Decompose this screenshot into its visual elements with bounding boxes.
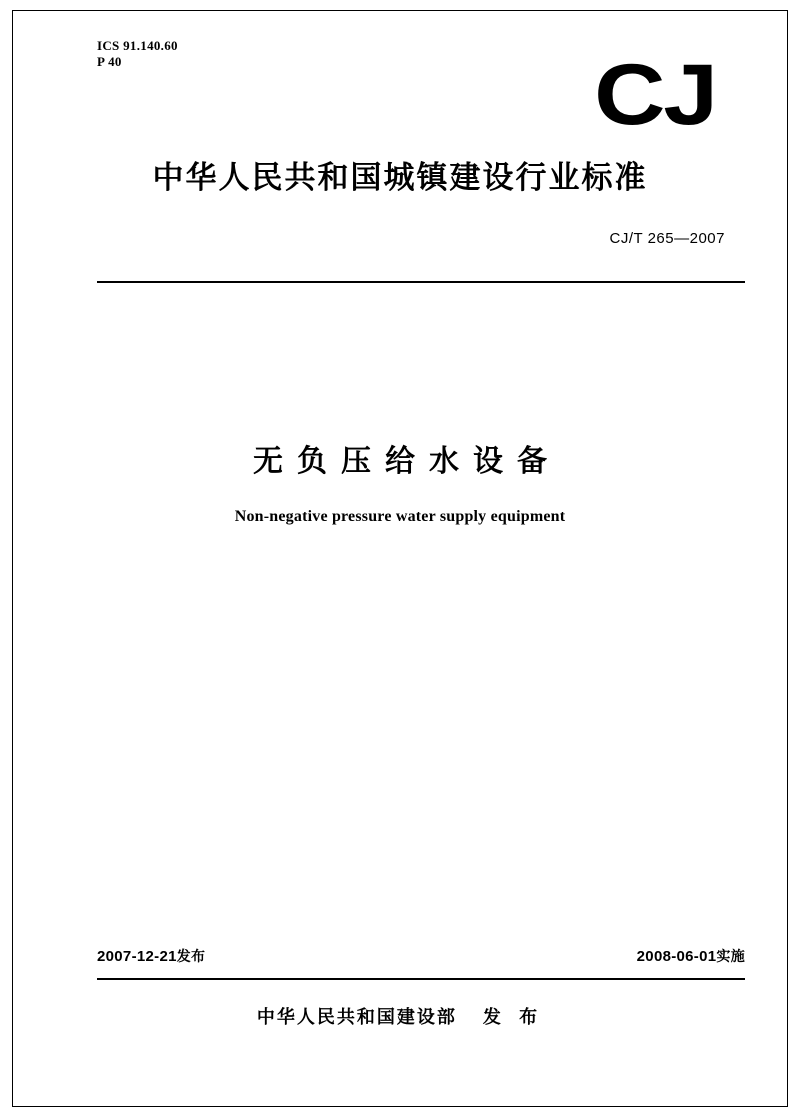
issue-date-group (97, 946, 205, 966)
effective-date-group (637, 946, 745, 966)
header-divider (97, 281, 745, 283)
standard-number: CJ/T 265—2007 (609, 230, 725, 247)
effective-date: 2008-06-01 (636, 948, 717, 965)
issue-date: 2007-12-21 (97, 948, 177, 965)
ics-code: ICS 91.140.60 (97, 38, 178, 53)
standard-org-title: 中华人民共和国城镇建设行业标准 (152, 160, 648, 196)
cj-logo: CJ (594, 47, 716, 143)
publisher-action: 发 布 (482, 1007, 544, 1028)
publisher-line (0, 1003, 800, 1029)
footer-divider (97, 978, 745, 980)
document-title-cn: 无负压给水设备 (253, 444, 561, 479)
issue-date-label: 发布 (176, 949, 206, 965)
ics-block (97, 38, 178, 70)
classification-code: P 40 (97, 54, 122, 69)
document-title-en: Non-negative pressure water supply equipment (234, 508, 566, 525)
dates-row (97, 946, 745, 966)
publisher-name: 中华人民共和国建设部 (256, 1007, 457, 1028)
effective-date-label: 实施 (716, 949, 745, 965)
